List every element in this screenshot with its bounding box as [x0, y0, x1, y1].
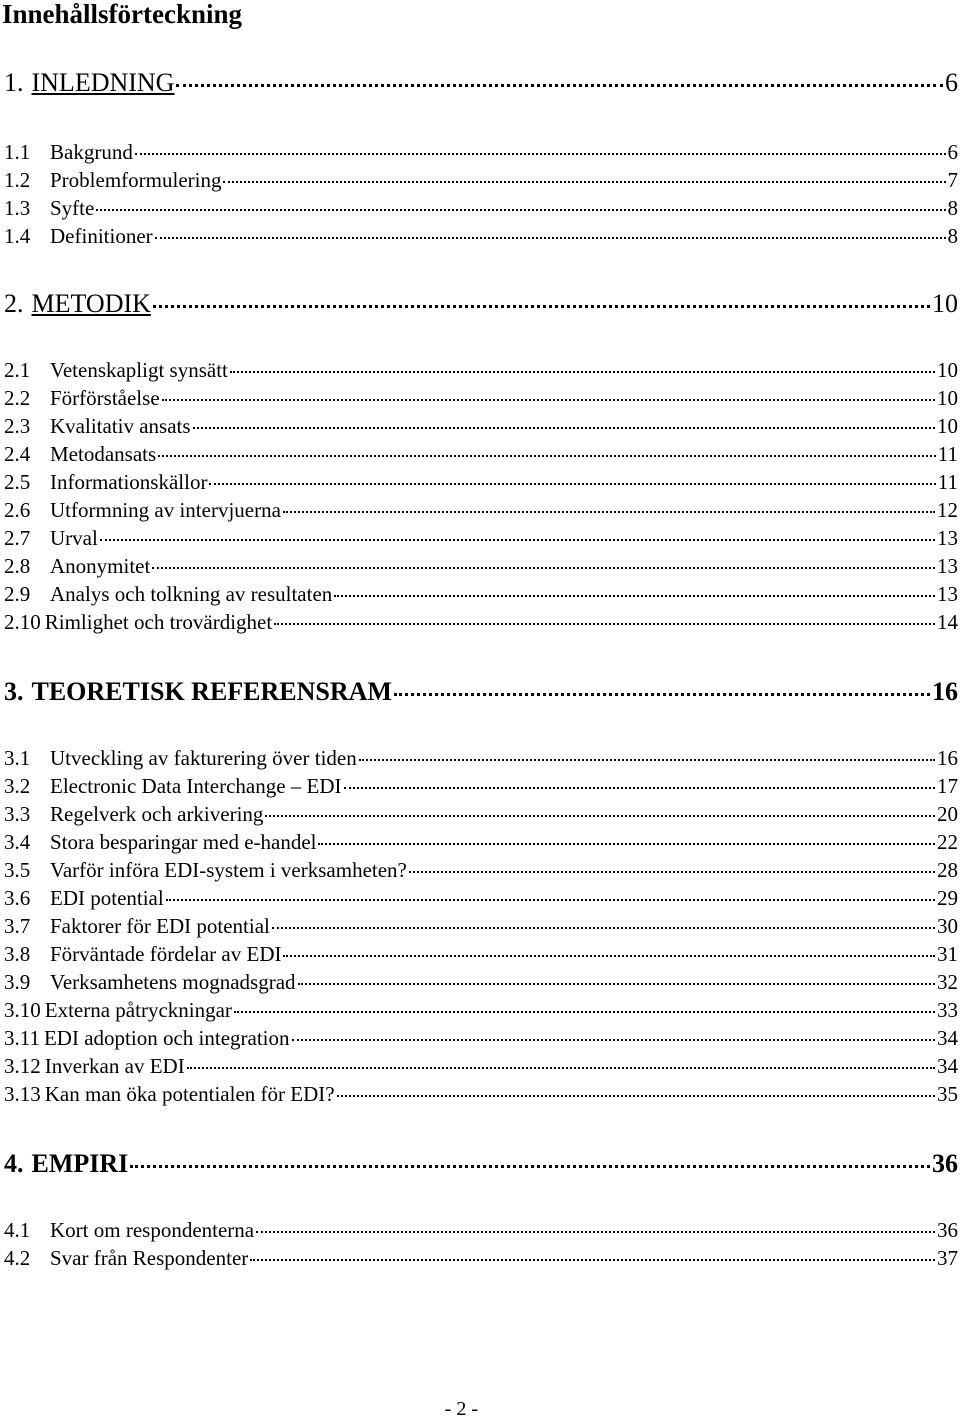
toc-entry-title: INLEDNING: [31, 68, 175, 97]
dot-leader: [162, 399, 935, 401]
dot-leader: [272, 927, 935, 929]
toc-entry-number: 2.8: [4, 554, 31, 578]
toc-entry-number: 3.10: [4, 998, 41, 1022]
toc-entry-title: Utveckling av fakturering över tiden: [50, 746, 357, 770]
toc-entry-page-number: 7: [947, 168, 958, 192]
toc-entry-number: 3.6: [4, 886, 31, 910]
dot-leader: [283, 955, 935, 957]
toc-section-entry[interactable]: [4, 969, 958, 995]
toc-section-entry[interactable]: [4, 441, 958, 467]
toc-entry-title: Förförståelse: [50, 386, 160, 410]
toc-entry-page-number: 20: [937, 802, 958, 826]
toc-section-entry[interactable]: [4, 525, 958, 551]
toc-entry-title: Svar från Respondenter: [50, 1246, 249, 1270]
toc-entry-page-number: 12: [937, 498, 958, 522]
toc-entry-number: 1.3: [4, 196, 31, 220]
toc-section-entry[interactable]: [4, 609, 958, 635]
toc-entry-page-number: 29: [937, 886, 958, 910]
toc-entry-page-number: 10: [932, 289, 958, 318]
toc-entry-page-number: 36: [937, 1218, 958, 1242]
toc-section-entry[interactable]: [4, 1245, 958, 1271]
dot-leader: [230, 371, 935, 373]
toc-entry-title: Electronic Data Interchange – EDI: [50, 774, 342, 798]
dot-leader: [274, 623, 935, 625]
dot-leader: [292, 1039, 935, 1041]
toc-entry-number: 1.4: [4, 224, 31, 248]
toc-entry-number: 3.9: [4, 970, 31, 994]
toc-entry-number: 3.12: [4, 1054, 41, 1078]
toc-entry-page-number: 13: [937, 554, 958, 578]
toc-entry-page-number: 14: [937, 610, 958, 634]
toc-entry-title: Kan man öka potentialen för EDI?: [44, 1082, 335, 1106]
toc-section-entry[interactable]: [4, 1081, 958, 1107]
dot-leader: [176, 84, 943, 87]
dot-leader: [409, 871, 935, 873]
toc-section-entry[interactable]: [4, 997, 958, 1023]
dot-leader: [166, 899, 935, 901]
toc-entry-page-number: 10: [937, 358, 958, 382]
dot-leader: [334, 595, 935, 597]
toc-entry-title: Informationskällor: [50, 470, 208, 494]
page-number-footer: - 2 -: [444, 1398, 478, 1420]
toc-section-entry[interactable]: [4, 773, 958, 799]
toc-section-entry[interactable]: [4, 357, 958, 383]
toc-entry-title: Kort om respondenterna: [50, 1218, 255, 1242]
toc-section-entry[interactable]: [4, 829, 958, 855]
dot-leader: [187, 1067, 935, 1069]
dot-leader: [256, 1231, 935, 1233]
toc-entry-number: 2.4: [4, 442, 31, 466]
toc-entry-number: 4.2: [4, 1246, 31, 1270]
toc-section-entry[interactable]: [4, 469, 958, 495]
toc-entry-number: 1.: [4, 68, 24, 97]
toc-entry-title: Urval: [50, 526, 98, 550]
toc-section-entry[interactable]: [4, 913, 958, 939]
toc-entry-page-number: 11: [937, 470, 958, 494]
dot-leader: [193, 427, 935, 429]
toc-section-entry[interactable]: [4, 223, 958, 249]
toc-entry-number: 2.9: [4, 582, 31, 606]
toc-entry-number: 2.5: [4, 470, 31, 494]
toc-section-entry[interactable]: [4, 553, 958, 579]
toc-entry-page-number: 31: [937, 942, 958, 966]
dot-leader: [155, 237, 946, 239]
toc-entry-number: 2.: [4, 289, 24, 318]
toc-entry-title: EMPIRI: [31, 1149, 129, 1178]
toc-entry-page-number: 36: [932, 1149, 958, 1178]
toc-entry-title: Regelverk och arkivering: [50, 802, 264, 826]
dot-leader: [158, 455, 936, 457]
toc-entry-title: Externa påtryckningar: [44, 998, 232, 1022]
toc-entry-number: 2.6: [4, 498, 31, 522]
toc-entry-number: 1.2: [4, 168, 31, 192]
toc-section-entry[interactable]: [4, 801, 958, 827]
toc-entry-page-number: 33: [937, 998, 958, 1022]
page-title: Innehållsförteckning: [2, 0, 243, 29]
toc-entry-number: 3.13: [4, 1082, 41, 1106]
dot-leader: [337, 1095, 935, 1097]
toc-entry-page-number: 34: [937, 1054, 958, 1078]
toc-entry-page-number: 8: [947, 196, 958, 220]
toc-entry-title: Rimlighet och trovärdighet: [44, 610, 273, 634]
toc-section-entry[interactable]: [4, 745, 958, 771]
dot-leader: [359, 759, 935, 761]
toc-section-entry[interactable]: [4, 1025, 958, 1051]
toc-entry-title: Bakgrund: [50, 140, 133, 164]
toc-entry-title: EDI adoption och integration: [43, 1026, 290, 1050]
toc-entry-title: Verksamhetens mognadsgrad: [50, 970, 296, 994]
toc-entry-number: 3.11: [4, 1026, 40, 1050]
toc-section-entry[interactable]: [4, 581, 958, 607]
toc-entry-title: Stora besparingar med e-handel: [50, 830, 317, 854]
toc-entry-number: 3.8: [4, 942, 31, 966]
toc-entry-number: 2.1: [4, 358, 31, 382]
dot-leader: [153, 305, 930, 308]
toc-chapter-entry[interactable]: [4, 289, 958, 319]
dot-leader: [135, 153, 946, 155]
toc-entry-number: 2.2: [4, 386, 31, 410]
toc-section-entry[interactable]: [4, 385, 958, 411]
toc-entry-page-number: 16: [937, 746, 958, 770]
toc-chapter-entry[interactable]: [4, 1149, 958, 1179]
toc-entry-title: Faktorer för EDI potential: [50, 914, 270, 938]
toc-section-entry[interactable]: [4, 1053, 958, 1079]
toc-entry-page-number: 32: [937, 970, 958, 994]
toc-entry-page-number: 22: [937, 830, 958, 854]
toc-chapter-entry[interactable]: [4, 677, 958, 707]
toc-section-entry[interactable]: [4, 941, 958, 967]
toc-section-entry[interactable]: [4, 167, 958, 193]
toc-section-entry[interactable]: [4, 1217, 958, 1243]
dot-leader: [283, 511, 935, 513]
dot-leader: [265, 815, 935, 817]
toc-entry-page-number: 10: [937, 414, 958, 438]
toc-entry-title: METODIK: [31, 289, 151, 318]
toc-chapter-entry[interactable]: [4, 68, 958, 98]
dot-leader: [394, 693, 930, 696]
toc-entry-title: Metodansats: [50, 442, 157, 466]
toc-entry-page-number: 37: [937, 1246, 958, 1270]
dot-leader: [96, 209, 945, 211]
toc-entry-title: Problemformulering: [50, 168, 222, 192]
toc-entry-number: 4.: [4, 1149, 24, 1178]
toc-entry-page-number: 6: [947, 140, 958, 164]
dot-leader: [298, 983, 935, 985]
toc-entry-page-number: 13: [937, 526, 958, 550]
toc-section-entry[interactable]: [4, 139, 958, 165]
toc-entry-page-number: 16: [932, 677, 958, 706]
toc-entry-page-number: 34: [937, 1026, 958, 1050]
toc-entry-number: 2.10: [4, 610, 41, 634]
toc-entry-title: Anonymitet: [50, 554, 151, 578]
toc-section-entry[interactable]: [4, 497, 958, 523]
toc-entry-title: Förväntade fördelar av EDI: [50, 942, 282, 966]
toc-entry-page-number: 17: [937, 774, 958, 798]
toc-entry-page-number: 6: [945, 68, 958, 97]
toc-entry-title: Vetenskapligt synsätt: [50, 358, 228, 382]
toc-entry-title: Analys och tolkning av resultaten: [50, 582, 333, 606]
toc-entry-number: 1.1: [4, 140, 31, 164]
toc-entry-number: 3.7: [4, 914, 31, 938]
dot-leader: [100, 539, 935, 541]
toc-entry-title: Kvalitativ ansats: [50, 414, 191, 438]
toc-entry-number: 3.4: [4, 830, 31, 854]
toc-entry-title: Syfte: [50, 196, 95, 220]
toc-entry-number: 3.1: [4, 746, 31, 770]
dot-leader: [318, 843, 935, 845]
dot-leader: [130, 1165, 930, 1168]
toc-entry-number: 4.1: [4, 1218, 31, 1242]
toc-entry-title: Utformning av intervjuerna: [50, 498, 281, 522]
toc-entry-page-number: 11: [937, 442, 958, 466]
toc-entry-number: 3.: [4, 677, 24, 706]
toc-entry-page-number: 28: [937, 858, 958, 882]
toc-section-entry[interactable]: [4, 413, 958, 439]
toc-entry-title: Inverkan av EDI: [44, 1054, 185, 1078]
toc-entry-page-number: 30: [937, 914, 958, 938]
toc-entry-page-number: 8: [947, 224, 958, 248]
toc-section-entry[interactable]: [4, 195, 958, 221]
toc-entry-title: Varför införa EDI-system i verksamheten?: [50, 858, 407, 882]
toc-entry-page-number: 10: [937, 386, 958, 410]
toc-entry-page-number: 35: [937, 1082, 958, 1106]
toc-entry-title: TEORETISK REFERENSRAM: [31, 677, 392, 706]
dot-leader: [152, 567, 935, 569]
toc-entry-number: 2.7: [4, 526, 31, 550]
toc-entry-number: 3.2: [4, 774, 31, 798]
toc-section-entry[interactable]: [4, 857, 958, 883]
dot-leader: [223, 181, 945, 183]
dot-leader: [209, 483, 935, 485]
dot-leader: [344, 787, 935, 789]
toc-entry-title: EDI potential: [50, 886, 164, 910]
toc-entry-number: 2.3: [4, 414, 31, 438]
toc-section-entry[interactable]: [4, 885, 958, 911]
toc-entry-title: Definitioner: [50, 224, 153, 248]
toc-entry-number: 3.5: [4, 858, 31, 882]
toc-entry-number: 3.3: [4, 802, 31, 826]
toc-entry-page-number: 13: [937, 582, 958, 606]
dot-leader: [250, 1259, 935, 1261]
dot-leader: [234, 1011, 935, 1013]
